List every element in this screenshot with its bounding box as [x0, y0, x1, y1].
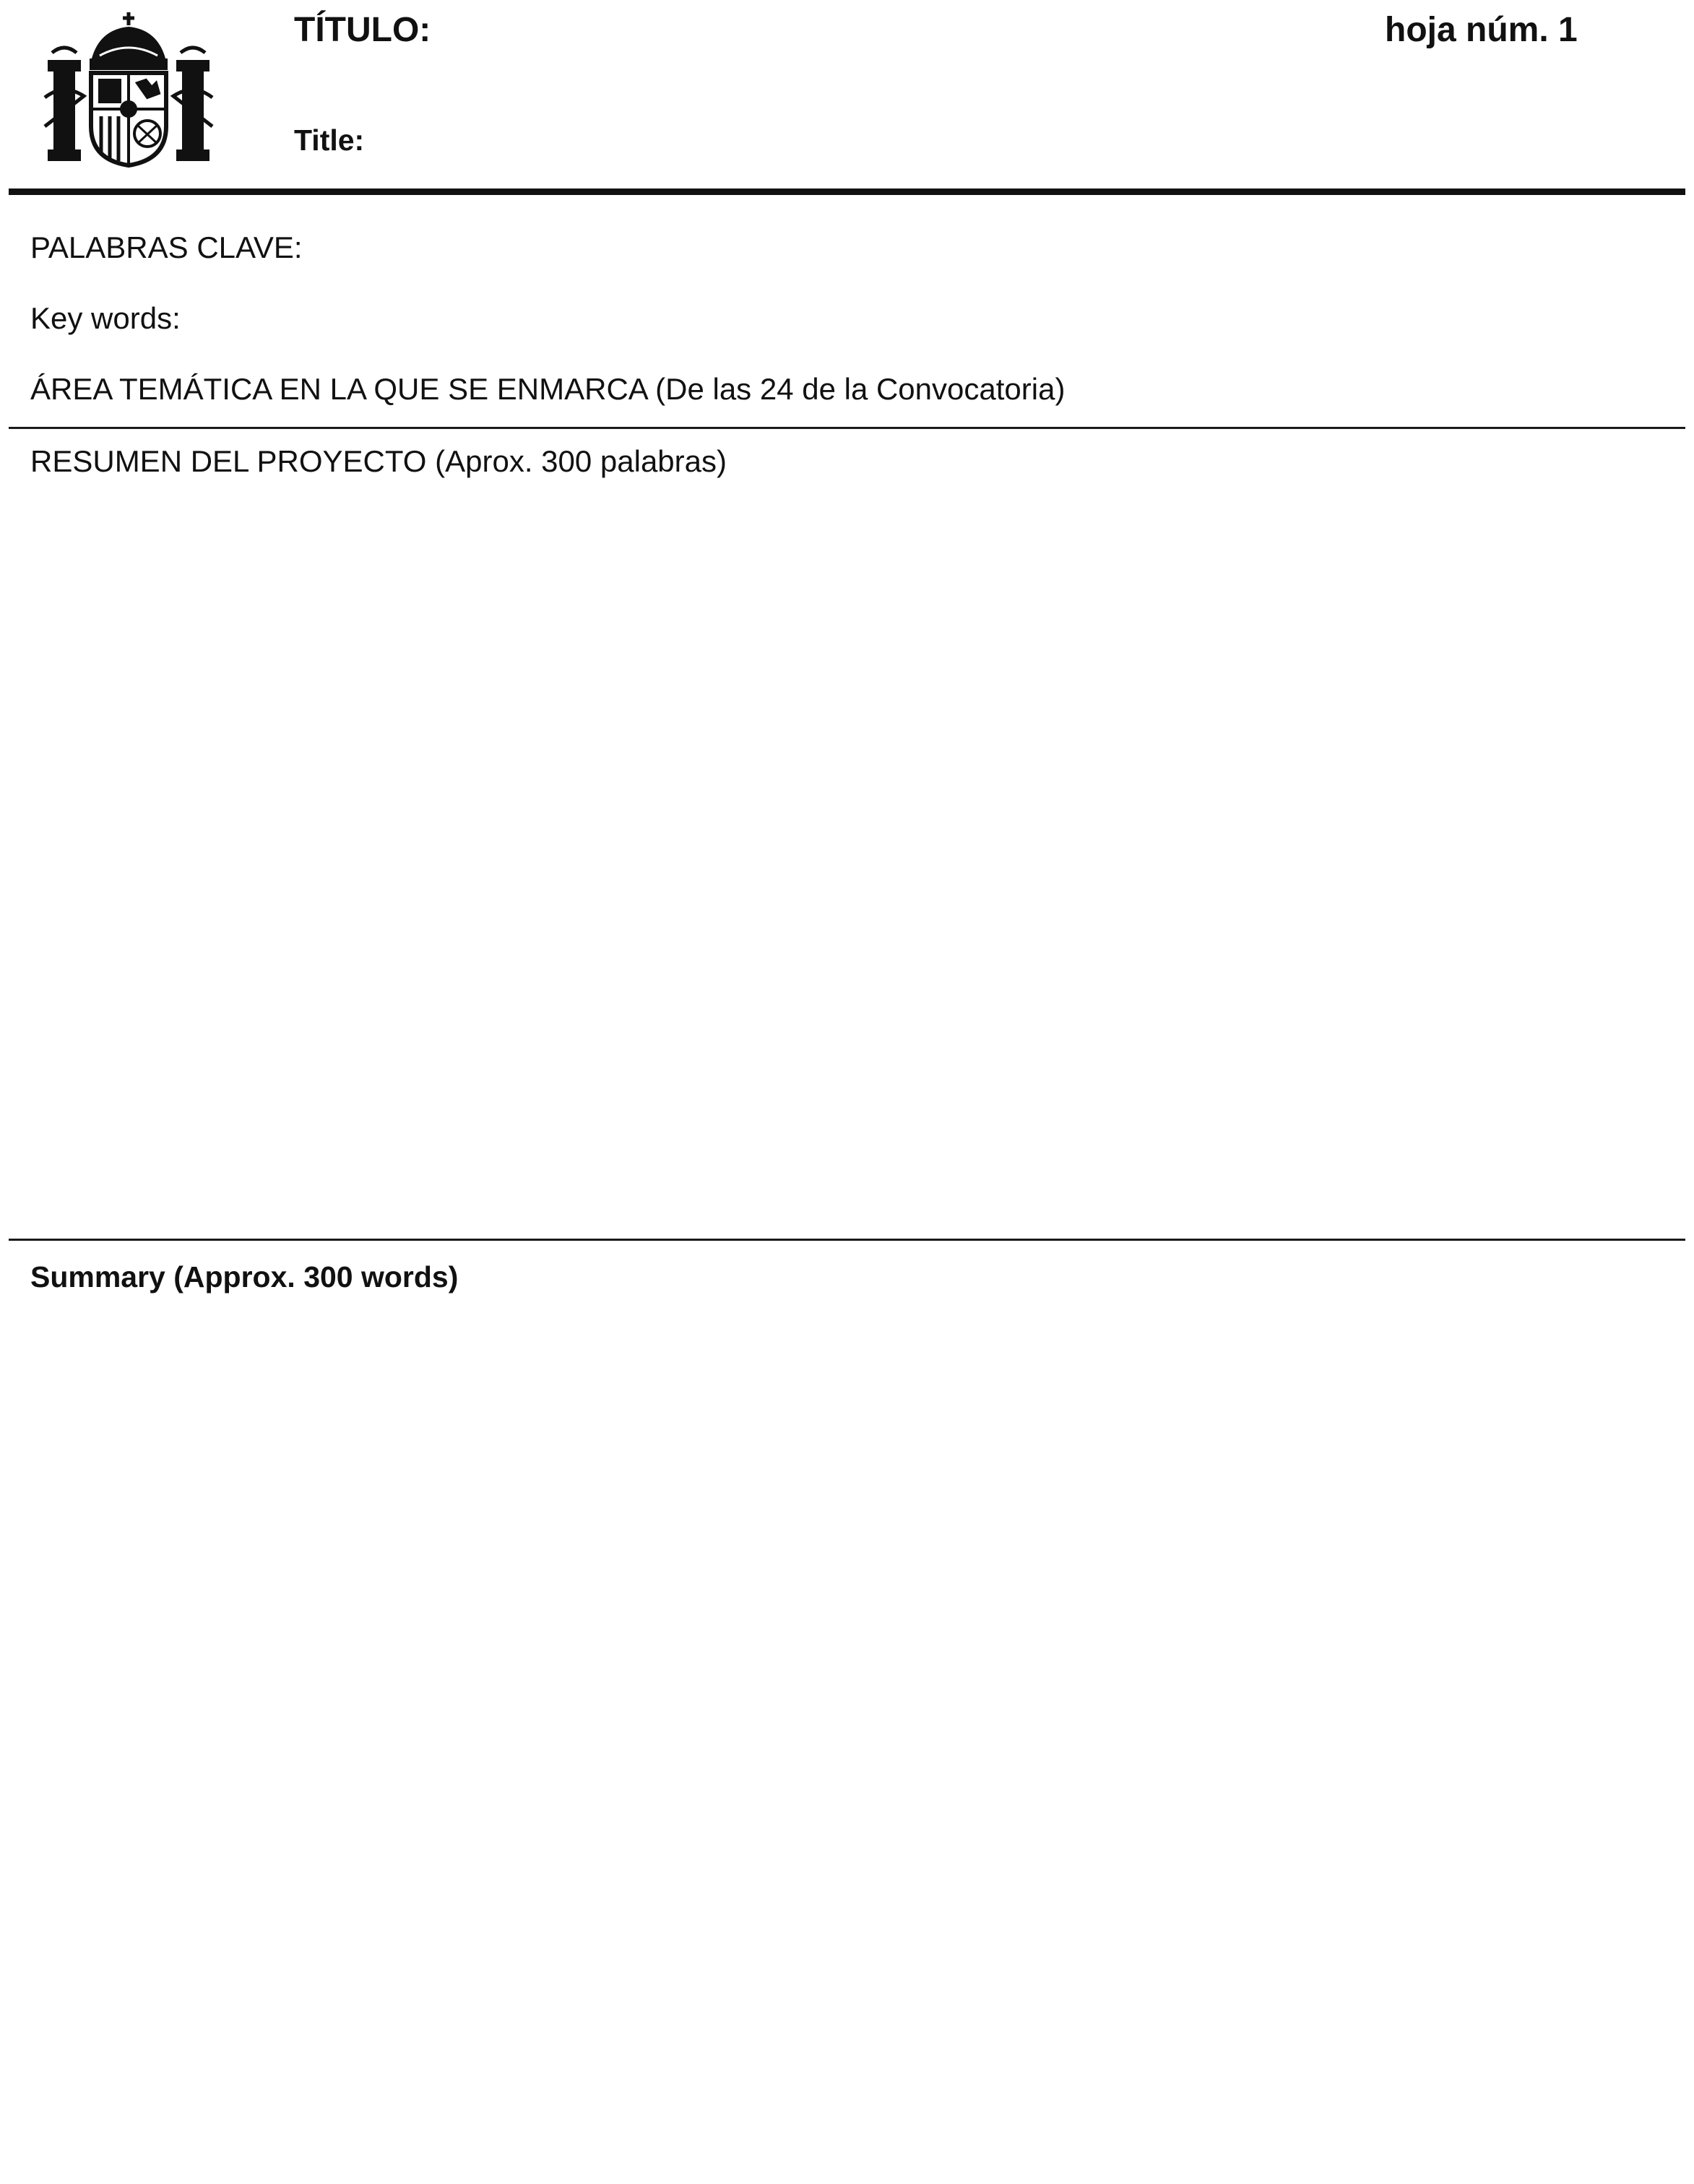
section-divider	[9, 1239, 1685, 1241]
area-tematica-label: ÁREA TEMÁTICA EN LA QUE SE ENMARCA (De las 24 de la Convocatoria)	[30, 372, 1066, 406]
sheet-number: hoja núm. 1	[1385, 11, 1578, 49]
section-divider	[9, 427, 1685, 429]
resumen-label: RESUMEN DEL PROYECTO (Aprox. 300 palabras)	[30, 444, 727, 478]
key-words-label: Key words:	[30, 301, 181, 335]
summary-label: Summary (Approx. 300 words)	[30, 1260, 459, 1294]
palabras-clave-label: PALABRAS CLAVE:	[30, 230, 303, 264]
title-label: Title:	[294, 124, 365, 157]
coat-of-arms-icon	[42, 11, 215, 171]
titulo-label: TÍTULO:	[294, 11, 431, 49]
header-divider	[9, 188, 1685, 195]
